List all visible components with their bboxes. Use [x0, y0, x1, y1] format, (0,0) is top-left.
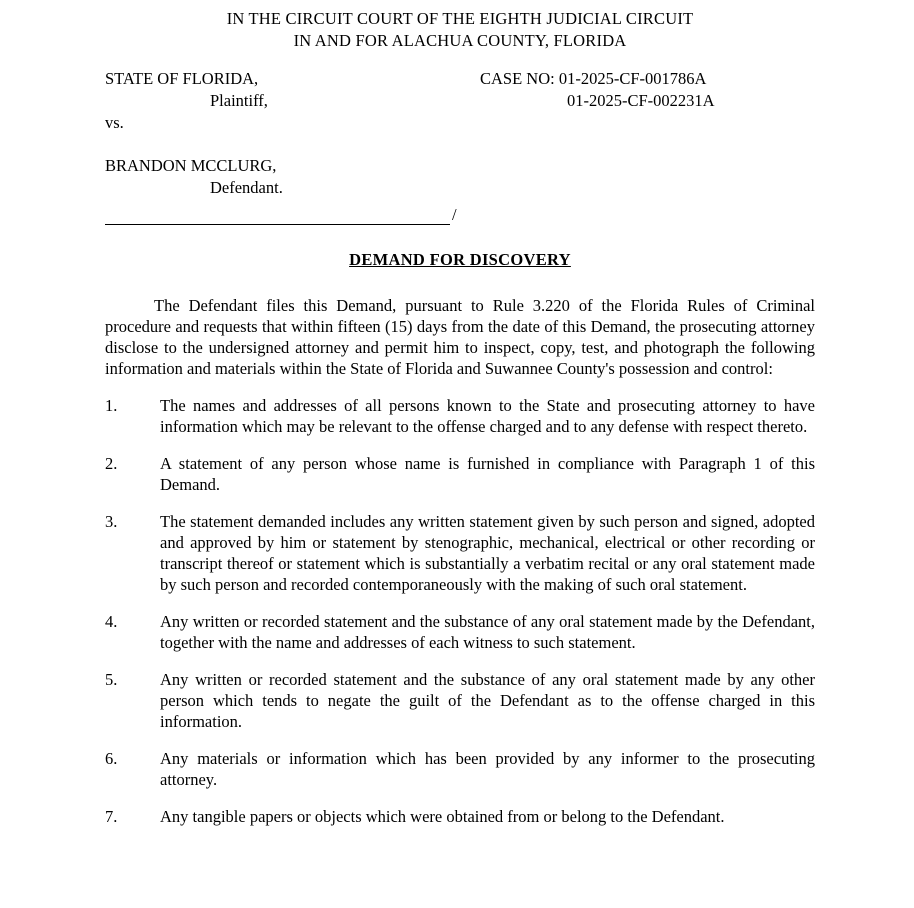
court-header-line1: IN THE CIRCUIT COURT OF THE EIGHTH JUDICIAL CIRCUIT: [226, 9, 694, 28]
list-item-number: 3.: [105, 511, 118, 531]
plaintiff-name: STATE OF FLORIDA,: [105, 69, 259, 88]
defendant-role: Defendant.: [210, 177, 283, 197]
versus-text: vs.: [105, 112, 124, 132]
caption-separator: [105, 205, 815, 225]
list-item-text: Any materials or information which has been provided by any informer to the prosecuting attorney.: [160, 748, 815, 789]
list-item: [105, 453, 815, 495]
numbered-list: [105, 395, 815, 827]
caption-case-numbers: [480, 68, 815, 199]
list-item-number: 2.: [105, 453, 118, 473]
list-item-number: 1.: [105, 395, 118, 415]
list-item-text: The names and addresses of all persons known to the State and prosecuting attorney to have information which may be relevant to the offense charged and to any defense with respect thereto.: [160, 395, 815, 436]
court-header-line2: IN AND FOR ALACHUA COUNTY, FLORIDA: [293, 31, 627, 50]
list-item-number: 6.: [105, 748, 118, 768]
separator-slash: /: [452, 204, 457, 224]
list-item-text: Any tangible papers or objects which were obtained from or belong to the Defendant.: [160, 806, 725, 826]
list-item-text: A statement of any person whose name is furnished in compliance with Paragraph 1 of this Demand.: [160, 453, 815, 494]
list-item: [105, 669, 815, 732]
list-item: [105, 511, 815, 595]
defendant-name: BRANDON MCCLURG,: [105, 156, 277, 176]
case-number-line2: 01-2025-CF-002231A: [567, 90, 715, 110]
intro-paragraph: The Defendant files this Demand, pursuant to Rule 3.220 of the Florida Rules of Criminal procedure and requests that within fifteen (15) days from the date of this Demand, the prosecuting attorney disclose to the undersigned attorney and permit him to inspect, copy, test, and photograph the following information and materials within the State of Florida and Suwannee County's possession and control:: [105, 295, 815, 378]
list-item: [105, 748, 815, 790]
list-item-number: 4.: [105, 611, 118, 631]
list-item-text: Any written or recorded statement and the substance of any oral statement made by any other person which tends to negate the guilt of the Defendant as to the offense charged in this information.: [160, 669, 815, 731]
caption-parties: [105, 68, 480, 199]
list-item-text: Any written or recorded statement and the substance of any oral statement made by the Defendant, together with the name and addresses of each witness to such statement.: [160, 611, 815, 652]
document-title: DEMAND FOR DISCOVERY: [349, 249, 571, 269]
list-item-number: 7.: [105, 806, 118, 826]
case-caption: [105, 68, 815, 199]
caption-spacer: [105, 133, 480, 155]
list-item-number: 5.: [105, 669, 118, 689]
case-number-line1: CASE NO: 01-2025-CF-001786A: [480, 69, 707, 88]
list-item: [105, 395, 815, 437]
plaintiff-role: Plaintiff,: [210, 90, 268, 110]
list-item: [105, 806, 815, 827]
separator-line: [105, 207, 450, 225]
list-item-text: The statement demanded includes any written statement given by such person and signed, adopted and approved by him or statement by stenographic, mechanical, electrical or other recording or transcript thereof or statement which is substantially a verbatim recital or any oral statement made by such person and recorded contemporaneously with the making of such oral statement.: [160, 511, 815, 594]
list-item: [105, 611, 815, 653]
court-header: [105, 8, 815, 52]
